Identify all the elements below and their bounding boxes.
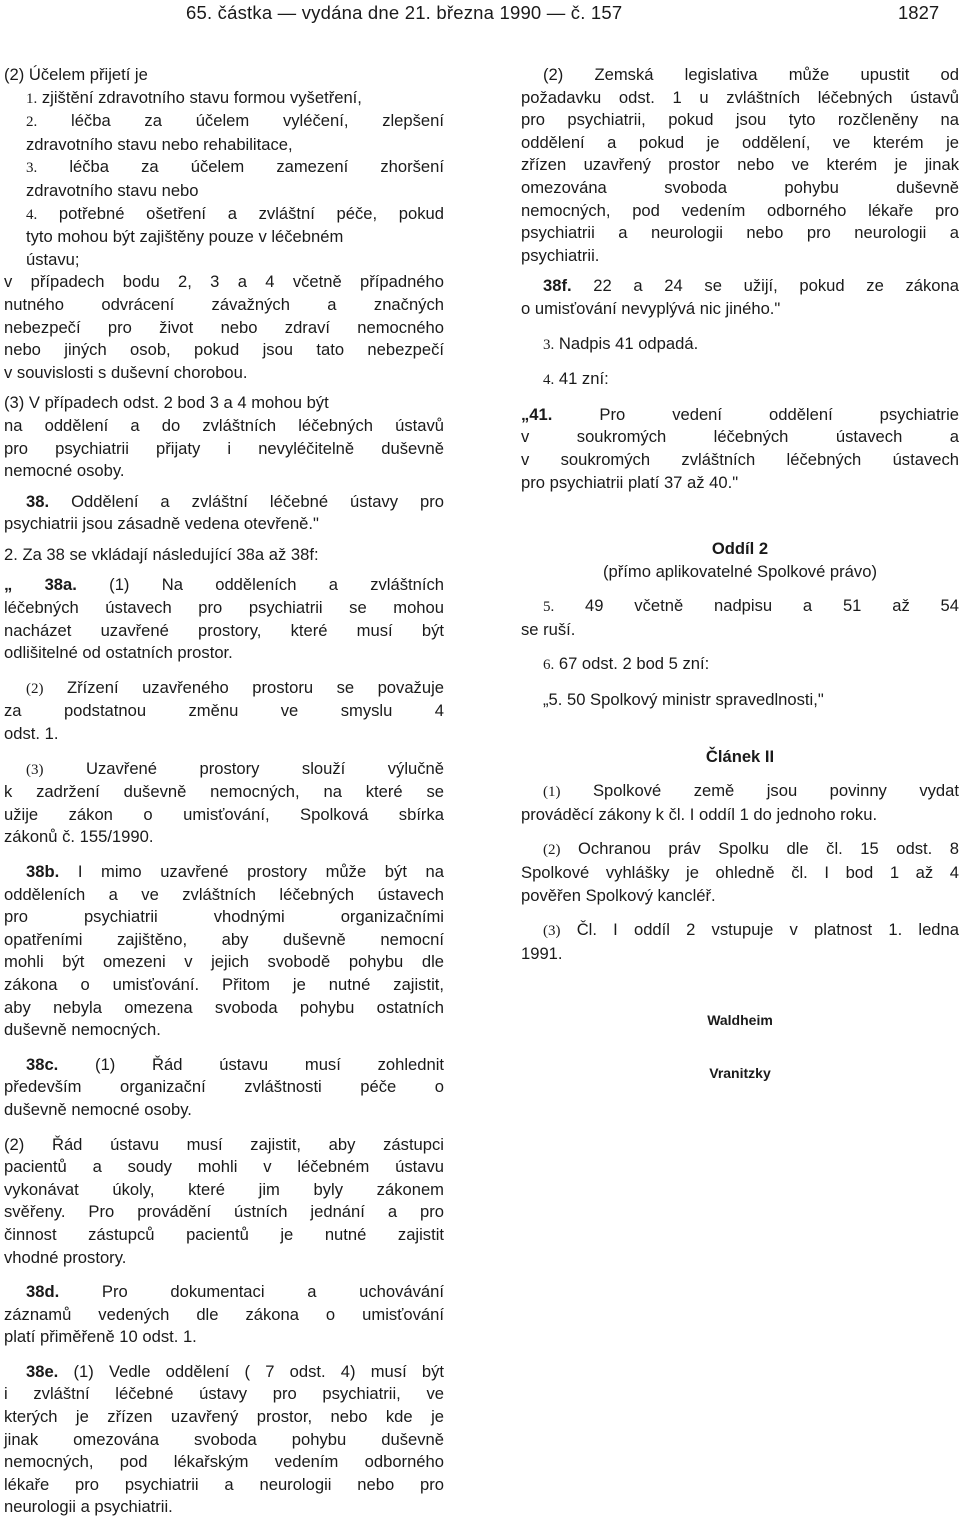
text-line: (2) Ochranou práv Spolku dle čl. 15 odst. 8 xyxy=(543,839,959,859)
text-line: na oddělení a do zvláštních léčebných ústavů xyxy=(4,415,444,435)
text-line: jinak omezována svoboda pohybu duševně xyxy=(4,1429,444,1449)
text-line: především organizační zvláštnosti péče o xyxy=(4,1077,444,1097)
text-line: tyto mohou být zajištěny pouze v léčebném xyxy=(26,227,344,247)
text-line: za podstatnou změnu ve smyslu 4 xyxy=(4,701,444,721)
text-line: 38e. (1) Vedle oddělení ( 7 odst. 4) musí být xyxy=(26,1361,444,1381)
text-line: (3) Uzavřené prostory slouží výlučně xyxy=(26,758,444,778)
text-line: zřízen uzavřený prostor nebo ve kterém je jinak xyxy=(521,155,959,175)
text-line: 38. Oddělení a zvláštní léčebné ústavy pro xyxy=(26,491,444,511)
text-line: v souvislosti s duševní chorobou. xyxy=(4,362,248,382)
text-line: nemocné osoby. xyxy=(4,461,125,481)
text-line: mohli být omezeni v jejich svobodě pohybu dle xyxy=(4,952,444,972)
text-line: psychiatrii. xyxy=(521,245,600,265)
text-line: odděleních a ve zvláštních léčebných ústavech xyxy=(4,884,444,904)
text-line: užije zákon o umisťování, Spolková sbírka xyxy=(4,804,444,824)
signature-vranitzky: Vranitzky xyxy=(709,1065,771,1081)
text-line: (2) Účelem přijetí je xyxy=(4,65,148,84)
text-line: odlišitelné od ostatních prostor. xyxy=(4,643,233,663)
text-line: kterých je zřízen uzavřený prostor, nebo kde je xyxy=(4,1407,444,1427)
text-line: duševně nemocné osoby. xyxy=(4,1099,192,1119)
text-line: činnost zástupců pacientů je nutné zajistit xyxy=(4,1224,444,1244)
text-line: psychiatrii jsou zásadně vedena otevřeně." xyxy=(4,514,319,534)
text-line: pro psychiatrii platí 37 až 40." xyxy=(521,472,739,492)
header-text: 65. částka — vydána dne 21. března 1990 — č. 157 xyxy=(186,2,623,23)
text-line: vhodné prostory. xyxy=(4,1247,127,1267)
text-line: pacientů a soudy mohli v léčebném ústavu xyxy=(4,1157,444,1177)
text-line: (2) Řád ústavu musí zajistit, aby zástupci xyxy=(4,1134,444,1154)
text-line: o umisťování nevyplývá nic jiného." xyxy=(521,298,781,318)
text-line: prováděcí zákony k čl. I oddíl 1 do jednoho roku. xyxy=(521,804,878,824)
text-line: opatřeními zajištěno, aby duševně nemocní xyxy=(4,929,444,949)
text-line: zdravotního stavu nebo xyxy=(26,180,199,200)
text-line: 2. léčba za účelem vyléčení, zlepšení xyxy=(26,111,444,131)
text-line: 5. 49 včetně nadpisu a 51 až 54 xyxy=(543,596,959,616)
text-line: nemocných, pod lékařským vedením odborného xyxy=(4,1452,444,1472)
text-line: lékaře pro psychiatrii a neurologii nebo pro xyxy=(4,1474,444,1494)
section-heading: Oddíl 2 xyxy=(711,539,769,559)
text-line: „ 38a. (1) Na odděleních a zvláštních xyxy=(4,575,444,595)
text-line: „41. Pro vedení oddělení psychiatrie xyxy=(521,404,959,424)
text-line: i zvláštní léčebné ústavy pro psychiatrii, ve xyxy=(4,1384,444,1404)
text-line: 1. zjištění zdravotního stavu formou vyšetření, xyxy=(26,87,362,107)
text-line: aby nebyla omezena svoboda pohybu ostatních xyxy=(4,997,444,1017)
text-line: léčebných ústavech pro psychiatrii se mohou xyxy=(4,598,444,618)
text-line: 2. Za 38 se vkládají následující 38a až 38f: xyxy=(4,544,319,564)
text-line: nebo jiných osob, pokud jsou tato nebezpečí xyxy=(4,340,444,360)
text-line: pro psychiatrii vhodnými organizačními xyxy=(4,907,444,927)
text-line: zdravotního stavu nebo rehabilitace, xyxy=(26,134,293,154)
text-line: oddělení a pokud je oddělení, ve kterém je xyxy=(521,132,959,152)
text-line: 38c. (1) Řád ústavu musí zohlednit xyxy=(26,1054,444,1074)
text-line: omezována svoboda pohybu duševně xyxy=(521,177,959,197)
text-line: v soukromých zvláštních léčebných ústavech xyxy=(521,449,959,469)
text-line: pro psychiatrii přijaty i nevyléčitelně duševně xyxy=(4,438,444,458)
text-line: (2) Zřízení uzavřeného prostoru se považuje xyxy=(26,677,444,697)
text-line: 38f. 22 a 24 se užijí, pokud ze zákona xyxy=(543,276,959,296)
text-line: svěřeny. Pro provádění ústních jednání a pro xyxy=(4,1202,444,1222)
text-line: neurologii a psychiatrii. xyxy=(4,1497,173,1517)
text-line: nemocných, pod vedením odborného lékaře pro xyxy=(521,200,959,220)
text-line: (3) Čl. I oddíl 2 vstupuje v platnost 1. ledna xyxy=(543,920,959,940)
signature-waldheim: Waldheim xyxy=(707,1012,773,1029)
right-column xyxy=(521,64,959,1085)
text-line: odst. 1. xyxy=(4,724,59,744)
text-line: duševně nemocných. xyxy=(4,1020,161,1040)
text-line: zákonů č. 155/1990. xyxy=(4,827,154,847)
text-line: v soukromých léčebných ústavech a xyxy=(521,427,959,447)
text-line: (1) Spolkové země jsou povinny vydat xyxy=(543,781,959,801)
text-line: 6. 67 odst. 2 bod 5 zní: xyxy=(543,654,710,674)
text-line: k zadržení duševně nemocných, na které se xyxy=(4,782,444,802)
text-line: 4. potřebné ošetření a zvláštní péče, pokud xyxy=(26,203,444,223)
text-line: pro psychiatrii, pokud jsou tyto rozčleněny na xyxy=(521,110,959,130)
section-subheading: (přímo aplikovatelné Spolkové právo) xyxy=(603,561,877,581)
text-line: 38b. I mimo uzavřené prostory může být na xyxy=(26,862,444,881)
text-line: ústavu; xyxy=(26,249,80,269)
page-number: 1827 xyxy=(898,2,940,23)
text-line: Spolkové vyhlášky je ohledně čl. I bod 1 až 4 xyxy=(521,863,959,883)
text-line: (3) V případech odst. 2 bod 3 a 4 mohou být xyxy=(4,393,329,413)
text-line: nebezpečí pro život nebo zdraví nemocného xyxy=(4,317,444,337)
text-line: psychiatrii a neurologii nebo pro neurologii a xyxy=(521,223,959,243)
text-line: platí přiměřeně 10 odst. 1. xyxy=(4,1327,197,1347)
text-line: záznamů vedených dle zákona o umisťování xyxy=(4,1304,444,1324)
article-heading: Článek II xyxy=(705,746,775,766)
text-line: nacházet uzavřené prostory, které musí být xyxy=(4,620,444,640)
text-line: se ruší. xyxy=(521,619,576,639)
text-line: „5. 50 Spolkový ministr spravedlnosti," xyxy=(543,690,824,710)
text-line: nutného odvrácení závažných a značných xyxy=(4,294,444,314)
left-column xyxy=(4,64,444,1519)
text-line: požadavku odst. 1 u zvláštních léčebných ústavů xyxy=(521,87,959,107)
text-line: vykonávat úkoly, které jim byly zákonem xyxy=(4,1179,444,1199)
text-line: (2) Zemská legislativa může upustit od xyxy=(543,65,959,84)
text-line: 3. léčba za účelem zamezení zhoršení xyxy=(26,157,444,177)
page-header xyxy=(0,2,960,26)
text-line: v případech bodu 2, 3 a 4 včetně případného xyxy=(4,272,444,292)
text-line: 3. Nadpis 41 odpadá. xyxy=(543,333,699,353)
text-line: zákona o umisťování. Přitom je nutné zajistit, xyxy=(4,974,444,994)
text-line: 1991. xyxy=(521,943,563,963)
text-line: 38d. Pro dokumentaci a uchovávání xyxy=(26,1282,444,1302)
text-line: pověřen Spolkový kancléř. xyxy=(521,885,716,905)
text-line: 4. 41 zní: xyxy=(543,369,609,389)
